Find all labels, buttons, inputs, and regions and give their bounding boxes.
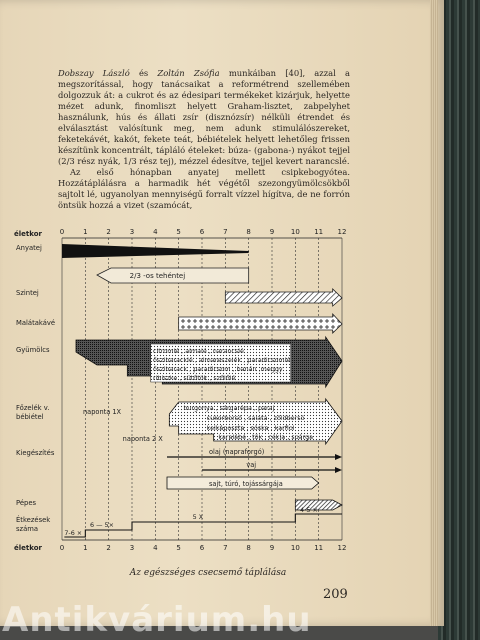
label-naponta-1: naponta 1X [83, 408, 122, 416]
tick-bottom-7: 7 [223, 544, 228, 552]
tick-top-9: 9 [269, 228, 275, 236]
paragraph-1-text: munkáiban [40], azzal a megszorítással, hogy tanácsaikat a reformétrend szellemében dolgozzuk át: a cukrot és az édesipari termékeket kizárjuk, helyette mézet adunk, finomliszt helyett Graham-lisztet, zabpelyhet használunk, hús és állati zsír (disznózsír) nélküli étrendet és elválasztást valósítunk meg, nem adunk stimulálószereket, feketekávét, kakót, fekete teát, bébiételek helyett lehetőleg frissen készítünk koncentrált, tápláló ételeket: búza- (gabona-) nyákot tejjel (2/3 rész nyák, 1/3 rész tej), mézzel édesítve, tejjel kevert narancslé. [58, 68, 350, 166]
author-1: Dobszay László [58, 68, 130, 78]
label-gyumolcs-3: őszibarack , paradicsom , banán ,meggy [153, 365, 283, 373]
row-label-2: Malátakávé [16, 319, 56, 327]
tick-top-10: 10 [290, 228, 300, 236]
tick-bottom-4: 4 [153, 544, 158, 552]
axis-label-top: életkor [14, 230, 42, 238]
tick-bottom-2: 2 [106, 544, 111, 552]
bar-szintej [225, 289, 342, 306]
row-label-3: Gyümölcs [16, 346, 50, 354]
tick-bottom-5: 5 [176, 544, 181, 552]
label-naponta-2: naponta 2 X [122, 435, 163, 443]
label-fozelek-1: burgonya , sárgarépa , paraj [183, 404, 275, 412]
tick-top-2: 2 [106, 228, 111, 236]
row-label-6: Pépes [16, 499, 37, 507]
bar-fozelek [83, 399, 342, 444]
tick-top-6: 6 [199, 228, 205, 236]
label-sajt: sajt, túró, tojássárgája [209, 480, 283, 488]
row-label-7-b: száma [16, 525, 39, 533]
label-etk-1: 7-6 × [64, 529, 83, 537]
label-fozelek-4: karalábé , tök , cékla , spárga [218, 433, 314, 441]
label-etk-4: 4-5 × [300, 506, 318, 514]
label-tehentej: 2/3 -os tehéntej [129, 272, 186, 280]
tick-top-12: 12 [337, 228, 347, 236]
page-number: 209 [323, 587, 348, 602]
row-label-0: Anyatej [16, 244, 42, 252]
bar-kiegeszites [167, 448, 342, 489]
row-labels [16, 244, 55, 533]
tick-top-5: 5 [176, 228, 181, 236]
tick-bottom-12: 12 [337, 544, 347, 552]
bar-etkezesek [64, 506, 342, 537]
tick-top-8: 8 [246, 228, 251, 236]
label-etk-2: 6 — 5× [90, 521, 114, 529]
row-label-4-b: bébiétel [16, 413, 44, 421]
tick-bottom-3: 3 [129, 544, 135, 552]
tick-top-1: 1 [83, 228, 88, 236]
tick-bottom-8: 8 [246, 544, 251, 552]
label-gyumolcs-1: citromlé , almalé , narancslé [153, 347, 244, 355]
label-fozelek-2: cukorborsó , saláta , zöldborsó [206, 414, 305, 422]
label-etk-3: 5 X [192, 513, 204, 521]
bar-malatakave [179, 314, 342, 333]
tick-bottom-6: 6 [199, 544, 205, 552]
tick-top-0: 0 [59, 228, 65, 236]
author-2: Zoltán Zsófia [157, 68, 220, 78]
axis-label-bottom: életkor [14, 544, 42, 552]
tick-top-4: 4 [153, 228, 158, 236]
bottom-ticks [60, 544, 347, 552]
tick-top-3: 3 [129, 228, 135, 236]
row-label-5: Kiegészítés [16, 449, 55, 457]
book-spine [438, 0, 480, 640]
label-vaj: vaj [246, 461, 257, 469]
tick-top-7: 7 [223, 228, 228, 236]
row-label-1: Szintej [16, 289, 39, 297]
row-label-7: Étkezések [16, 516, 51, 524]
label-gyumolcs-2: őszibaracklé , almareszelék , paradicsomlé [153, 356, 291, 364]
row-label-4: Főzelék v. [16, 404, 50, 412]
bar-tehentej [97, 268, 249, 283]
paragraph-2: Az első hónapban anyatej mellett csipkebogyótea. Hozzátáplálásra a harmadik hét végétől szezongyümölcsökből sajtolt lé, ugyanolyan mennyiségű forralt vízzel hígítva, de ne forrón öntsük hozzá a vizet (szamócát, [58, 167, 350, 210]
tick-bottom-10: 10 [290, 544, 300, 552]
tick-bottom-9: 9 [269, 544, 275, 552]
label-gyumolcs-4: ribiszke , sütőtök , szőlőlé [153, 374, 236, 382]
conjunction: és [129, 68, 158, 78]
top-ticks [60, 228, 347, 236]
tick-top-11: 11 [314, 228, 324, 236]
tick-bottom-1: 1 [83, 544, 88, 552]
label-olaj: olaj (napraforgó) [209, 448, 265, 456]
label-fozelek-3: kelkáposzta , sóska , karfiol [206, 424, 295, 432]
figure-caption: Az egészséges csecsemő táplálása [129, 568, 287, 578]
tick-bottom-0: 0 [59, 544, 65, 552]
bar-gyumolcs [76, 337, 342, 387]
tick-bottom-11: 11 [314, 544, 324, 552]
watermark: Antikvárium.hu [2, 600, 312, 640]
